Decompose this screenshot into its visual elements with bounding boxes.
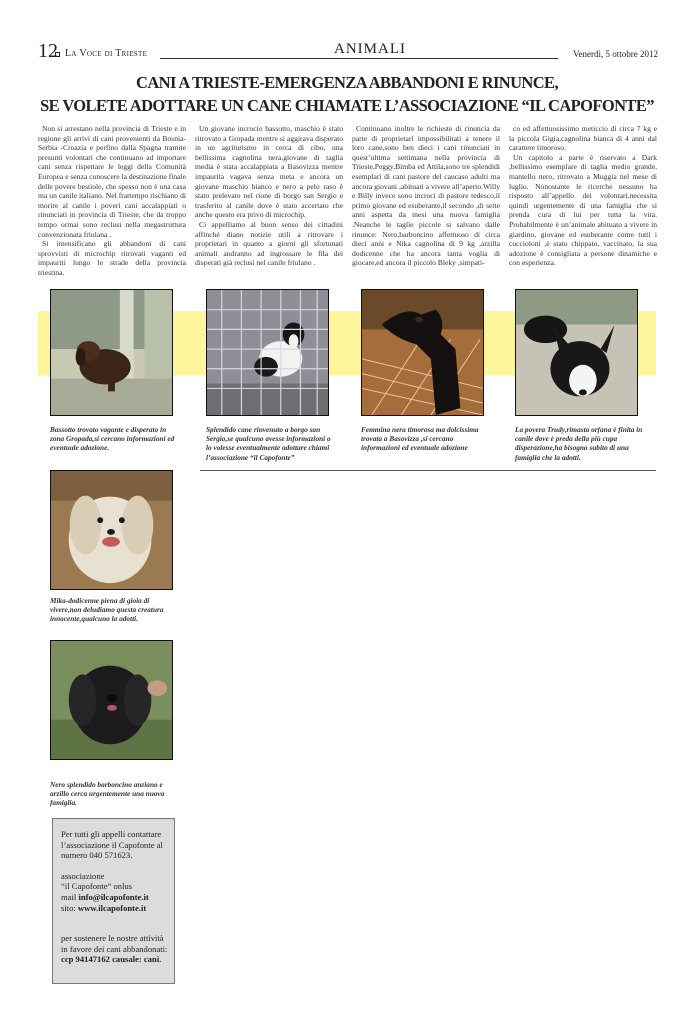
article-column-2 — [195, 124, 343, 268]
caption-rule — [200, 470, 656, 471]
masthead — [38, 42, 658, 64]
paragraph: Non si arrestano nella provincia di Trieste e in regione gli arrivi di cani provenienti da Bosnia-Serbia -Croazia e perfino dalla Spagna tramite presunti volontari che continuano ad importare cani senza rispettare le leggi della Comunità Europea e senza conoscere la destinazione finale delle povere bestiole, che spesso non è una casa ma un canile italiano. Nel frattempo rischiano di morire al canile i poveri cani accalappiati o rinunciati in provincia di Trieste, che da troppo tempo ormai sono reclusi nella megastruttura convenzionata friulana . — [38, 124, 187, 239]
photo-dachshund — [50, 289, 173, 416]
paper-name: La Voce di Trieste — [65, 48, 148, 59]
paragraph: Ci appelliamo al buon senso dei cittadini affinché diano notizie utili a ritrovare i proprietari in quanto a giorni gli sfortunati animali andranno ad ingrossare le fila dei disperati già reclusi nel canile friulano . — [195, 219, 343, 268]
contact-email-link[interactable]: info@ilcapofonte.it — [78, 891, 149, 902]
paragraph: Si intensificano gli abbandoni di cani sprovvisti di microchip ritrovati vaganti ed impauriti lungo le strade della provincia triestina. — [38, 239, 186, 277]
photo-caption: Femmina nera timorosa ma dolcissima trovata a Basovizza ,si cercano informazioni ed eventuale adozione — [361, 425, 479, 453]
contact-appeal: Per tutti gli appelli contattare l’associazione il Capofonte al numero 040 571623. — [61, 829, 163, 861]
photo-caption: La povera Trudy,rimasta orfana è finita in canile dove è preda della più cupa disperazione,ha bisogno subito di una famiglia che la adotti. — [515, 425, 643, 462]
photo-caption: Splendido cane rinvenuto a borgo san Sergio,se qualcuno avesse informazioni o lo volesse eventualmente adottare chiami l’associazione “il Capofonte” — [206, 425, 331, 462]
site-label: sito: — [61, 902, 78, 913]
contact-mail-row — [61, 892, 168, 903]
article-column-1 — [38, 124, 186, 278]
paragraph: Continuano inoltre le richieste di rinuncia da parte di proprietari impossibilitati a tenere il loro cane,sono ben dieci i cani rinunciati in quest’ultima settimana nella provincia di Trieste,Peggy,Bimba ed Attila,sono tre splendidi esemplari di cani pastore del caucaso adulti ma ancora giovani ,abituati a vivere all’aperto.Willy e Billy invece sono incroci di pastore tedesco,il primo giovane ed esuberante,il secondo ,di sette anni aspetta da mesi una nuova famiglia .Neanche le taglie piccole si salvano dalle rinunce: Nero,barboncino affettuoso di circa dieci anni e Nika cagnolina di 9 kg ,arzilla dodicenne che ha ancora tanta voglia di giocare,ed ancora il piccolo Bleky ,simpati- — [352, 124, 500, 268]
paragraph: Un capitolo a parte è riservato a Dark ,bellissimo esemplare di taglia medio grande, mantello nero, ritrovato a Muggia nel mese di luglio. Nonostante le ricerche nessuno ha risposto all’appello dei volontari,necessita quindi urgentemente di una famiglia che si prenda cura di lui per tutta la vita. Probabilmente è un’animale abituato a vivere in giardino, giovane ed esuberante come tutti i cuccioloni ,è stato chippato, vaccinato, la sua adozione è consigliata a persone dinamiche e con esperienza. — [509, 152, 657, 268]
masthead-rule — [160, 58, 558, 59]
contact-ccp: ccp 94147162 causale: cani. — [61, 954, 162, 965]
page-number: 12 — [38, 40, 58, 62]
contact-association-name: “il Capofonte“ onlus — [61, 881, 133, 892]
mail-label: mail — [61, 891, 79, 902]
publication-date: Venerdì, 5 ottobre 2012 — [573, 49, 658, 59]
photo-caption: Nero splendido barboncino anziano e arzillo cerca urgentemente una nuova famiglia. — [50, 780, 165, 808]
photo-caption: Bassotto trovato vagante e disperato in zona Gropada,si cercano informazioni ed eventuale adozione. — [50, 425, 175, 453]
article-column-4 — [509, 124, 657, 268]
contact-box — [52, 818, 175, 984]
contact-site-row — [61, 903, 168, 914]
photo-caption: Mika-dodicenne piena di gioia di vivere,non deludiamo questa creatura innocente,qualcuno la adotti. — [50, 596, 164, 624]
contact-association-label: associazione — [61, 870, 105, 881]
article-column-3 — [352, 124, 500, 268]
headline-line-1: CANI A TRIESTE-EMERGENZA ABBANDONI E RINUNCE, — [136, 73, 558, 92]
photo-trudy — [515, 289, 638, 416]
page-marker-icon — [55, 52, 60, 57]
headline — [20, 71, 674, 117]
headline-line-2: SE VOLETE ADOTTARE UN CANE CHIAMATE L’ASSOCIAZIONE “IL CAPOFONTE” — [40, 96, 654, 115]
photo-nero — [50, 640, 173, 760]
contact-support-text: per sostenere le nostre attività in favore dei cani abbandonati: — [61, 933, 168, 954]
photo-mika — [50, 470, 173, 590]
paragraph: co ed affettuosissimo meticcio di circa 7 kg e la piccola Gigia,cagnolina bianca di 4 anni dal carattere timoroso. — [509, 124, 657, 153]
photo-dog-in-cage — [206, 289, 329, 416]
photo-black-dog — [361, 289, 484, 416]
section-title: ANIMALI — [310, 41, 430, 58]
contact-site-link[interactable]: www.ilcapofonte.it — [77, 902, 147, 913]
paragraph: Un giovane incrocio bassotto, maschio è stato ritrovato a Gropada mentre si aggirava disperato in un agriturismo in cerca di cibo, una bellissima cagnolina nera,giovane di taglia media è stata accalappiata a Basovizza mentre impaurita vagava senza meta e ancora un giovane maschio bianco e nero a pelo raso è stato prelevato nel rione di borgo san Sergio e trasferito al canile dove è stato accertato che anche questo era privo di microchip. — [195, 124, 343, 220]
